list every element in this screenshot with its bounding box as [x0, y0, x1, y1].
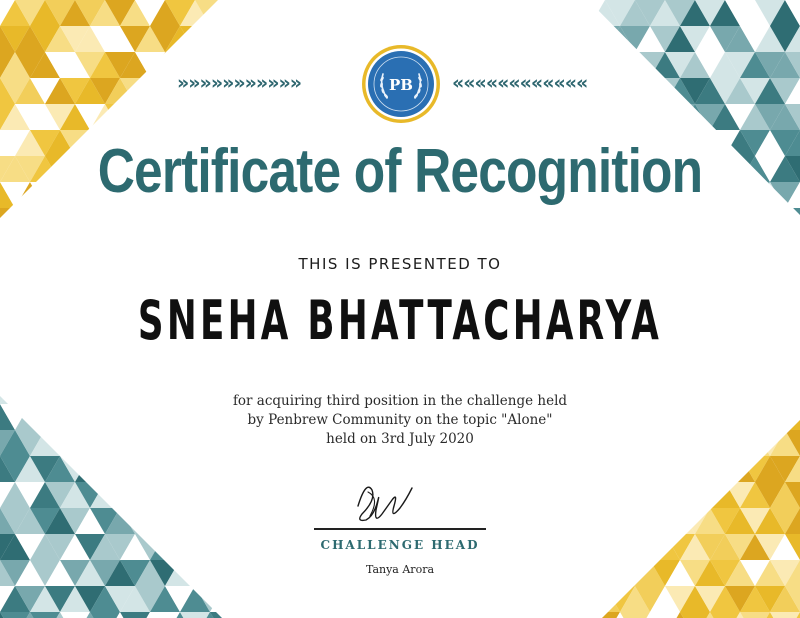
pattern-triangle	[680, 234, 710, 240]
pattern-triangle	[740, 234, 770, 240]
pattern-triangle	[605, 482, 635, 508]
pattern-triangle	[150, 482, 180, 508]
pattern-triangle	[150, 208, 180, 234]
pattern-triangle	[195, 26, 225, 52]
pattern-triangle	[665, 104, 695, 130]
seal-monogram: PB	[389, 76, 413, 94]
pattern-triangle	[195, 234, 225, 240]
pattern-triangle	[560, 26, 590, 52]
description-line-1: for acquiring third position in the challenge held	[232, 393, 568, 409]
pattern-triangle	[560, 586, 575, 612]
pattern-triangle	[605, 78, 635, 104]
pattern-triangle	[575, 234, 605, 240]
pattern-triangle	[620, 456, 650, 482]
pattern-triangle	[120, 612, 150, 618]
signer-name: Tanya Arora	[365, 563, 435, 576]
pattern-triangle	[30, 612, 60, 618]
pattern-triangle	[225, 456, 240, 482]
pattern-triangle	[195, 482, 225, 508]
pattern-triangle	[195, 208, 225, 234]
pattern-triangle	[740, 182, 770, 208]
pattern-triangle	[695, 208, 725, 234]
pattern-triangle	[90, 612, 120, 618]
pattern-triangle	[620, 612, 650, 618]
pattern-triangle	[635, 78, 665, 104]
pattern-triangle	[620, 78, 650, 104]
pattern-triangle	[180, 482, 210, 508]
pattern-triangle	[180, 612, 210, 618]
pattern-triangle	[225, 482, 240, 508]
pattern-triangle	[180, 508, 210, 534]
pattern-triangle	[590, 78, 620, 104]
pattern-triangle	[590, 104, 620, 130]
pattern-triangle	[195, 104, 225, 130]
pattern-triangle	[560, 482, 575, 508]
signature-line	[314, 528, 486, 530]
pattern-triangle	[30, 182, 60, 208]
pattern-triangle	[90, 456, 120, 482]
pattern-triangle	[575, 0, 605, 26]
pattern-triangle	[785, 208, 800, 234]
pattern-triangle	[650, 456, 680, 482]
pattern-triangle	[560, 104, 590, 130]
pattern-triangle	[180, 26, 210, 52]
pattern-triangle	[605, 104, 635, 130]
pattern-triangle	[575, 26, 605, 52]
pattern-triangle	[90, 208, 120, 234]
pattern-triangle	[695, 234, 725, 240]
pattern-triangle	[710, 208, 740, 234]
pattern-triangle	[590, 26, 620, 52]
pattern-triangle	[15, 208, 45, 234]
pattern-triangle	[560, 508, 575, 534]
pattern-triangle	[635, 482, 665, 508]
pattern-triangle	[210, 0, 240, 26]
pattern-triangle	[0, 612, 30, 618]
pattern-triangle	[605, 208, 635, 234]
pattern-triangle	[650, 482, 680, 508]
pattern-triangle	[650, 208, 680, 234]
pattern-triangle	[680, 456, 710, 482]
pattern-triangle	[120, 104, 150, 130]
presented-to-label: THIS IS PRESENTED TO	[298, 255, 502, 273]
description-line-2: by Penbrew Community on the topic "Alone"	[247, 412, 553, 428]
pattern-triangle	[770, 612, 800, 618]
pattern-triangle	[75, 456, 105, 482]
pattern-triangle	[560, 586, 590, 612]
recipient-name: SNEHA BHATTACHARYA	[137, 289, 663, 352]
pattern-triangle	[135, 234, 165, 240]
pattern-triangle	[150, 234, 180, 240]
pattern-triangle	[105, 208, 135, 234]
pattern-triangle	[165, 456, 195, 482]
pattern-triangle	[180, 456, 210, 482]
pattern-triangle	[620, 234, 650, 240]
pattern-triangle	[210, 456, 240, 482]
handwritten-signature	[340, 470, 430, 530]
pattern-triangle	[560, 208, 575, 234]
pattern-triangle	[135, 208, 165, 234]
pattern-triangle	[590, 586, 620, 612]
pattern-triangle	[135, 104, 165, 130]
pattern-triangle	[105, 482, 135, 508]
pattern-triangle	[165, 508, 195, 534]
pattern-triangle	[605, 52, 635, 78]
pattern-triangle	[0, 234, 15, 240]
pattern-triangle	[665, 208, 695, 234]
pattern-triangle	[590, 208, 620, 234]
pattern-triangle	[620, 482, 650, 508]
pattern-triangle	[590, 234, 620, 240]
pattern-triangle	[560, 612, 590, 618]
pattern-triangle	[560, 456, 575, 482]
pattern-triangle	[770, 208, 800, 234]
pattern-triangle	[135, 508, 165, 534]
pattern-triangle	[680, 482, 710, 508]
pattern-triangle	[45, 234, 75, 240]
pattern-triangle	[725, 208, 755, 234]
pattern-triangle	[210, 482, 240, 508]
pattern-triangle	[120, 234, 150, 240]
pattern-triangle	[195, 456, 225, 482]
pattern-triangle	[605, 234, 635, 240]
pattern-triangle	[135, 456, 165, 482]
penbrew-seal-logo	[361, 44, 441, 124]
pattern-triangle	[210, 508, 240, 534]
pattern-triangle	[755, 208, 785, 234]
pattern-triangle	[150, 78, 180, 104]
pattern-triangle	[710, 456, 740, 482]
pattern-triangle	[575, 586, 605, 612]
pattern-triangle	[590, 482, 620, 508]
pattern-triangle	[90, 234, 120, 240]
pattern-triangle	[650, 104, 680, 130]
pattern-triangle	[575, 612, 605, 618]
pattern-triangle	[165, 482, 195, 508]
pattern-triangle	[620, 208, 650, 234]
pattern-triangle	[575, 508, 605, 534]
pattern-triangle	[30, 208, 60, 234]
pattern-triangle	[650, 508, 680, 534]
pattern-triangle	[225, 26, 240, 52]
pattern-triangle	[635, 508, 665, 534]
pattern-triangle	[210, 26, 240, 52]
pattern-triangle	[120, 456, 150, 482]
pattern-triangle	[180, 104, 210, 130]
pattern-triangle	[225, 612, 240, 618]
signature-title: CHALLENGE HEAD	[320, 538, 480, 552]
pattern-triangle	[695, 456, 725, 482]
pattern-triangle	[210, 612, 240, 618]
pattern-triangle	[710, 612, 740, 618]
pattern-triangle	[105, 234, 135, 240]
pattern-triangle	[60, 208, 90, 234]
pattern-triangle	[590, 612, 620, 618]
pattern-triangle	[560, 508, 590, 534]
pattern-triangle	[225, 586, 240, 612]
right-chevrons-decoration: ««««««««««««	[452, 72, 588, 94]
pattern-triangle	[225, 0, 240, 26]
pattern-triangle	[60, 612, 90, 618]
pattern-triangle	[635, 456, 665, 482]
pattern-triangle	[650, 612, 680, 618]
pattern-triangle	[210, 208, 240, 234]
pattern-triangle	[150, 456, 180, 482]
pattern-triangle	[740, 612, 770, 618]
pattern-triangle	[560, 26, 575, 52]
pattern-triangle	[560, 482, 590, 508]
pattern-triangle	[560, 456, 590, 482]
pattern-triangle	[135, 78, 165, 104]
pattern-triangle	[105, 104, 135, 130]
pattern-triangle	[150, 104, 180, 130]
pattern-triangle	[665, 508, 695, 534]
left-chevrons-decoration: »»»»»»»»»»»	[177, 72, 302, 94]
pattern-triangle	[560, 208, 590, 234]
pattern-triangle	[45, 208, 75, 234]
pattern-triangle	[785, 234, 800, 240]
pattern-triangle	[725, 456, 755, 482]
pattern-triangle	[740, 208, 770, 234]
pattern-triangle	[590, 456, 620, 482]
pattern-triangle	[135, 482, 165, 508]
pattern-triangle	[225, 104, 240, 130]
pattern-triangle	[225, 508, 240, 534]
pattern-triangle	[635, 208, 665, 234]
pattern-triangle	[590, 52, 620, 78]
pattern-triangle	[560, 234, 575, 240]
pattern-triangle	[165, 104, 195, 130]
pattern-triangle	[590, 508, 620, 534]
pattern-triangle	[75, 234, 105, 240]
pattern-triangle	[30, 234, 60, 240]
pattern-triangle	[605, 508, 635, 534]
pattern-triangle	[575, 482, 605, 508]
pattern-triangle	[650, 234, 680, 240]
pattern-triangle	[150, 508, 180, 534]
pattern-triangle	[620, 508, 650, 534]
pattern-triangle	[15, 234, 45, 240]
pattern-triangle	[150, 612, 180, 618]
pattern-triangle	[560, 234, 590, 240]
pattern-triangle	[560, 0, 575, 26]
pattern-triangle	[195, 508, 225, 534]
pattern-triangle	[635, 104, 665, 130]
pattern-triangle	[165, 234, 195, 240]
pattern-triangle	[210, 234, 240, 240]
pattern-triangle	[605, 456, 635, 482]
pattern-triangle	[665, 456, 695, 482]
pattern-triangle	[60, 234, 90, 240]
pattern-triangle	[75, 208, 105, 234]
certificate-title: Certificate of Recognition	[97, 137, 703, 206]
pattern-triangle	[210, 104, 240, 130]
pattern-triangle	[710, 234, 740, 240]
pattern-triangle	[560, 0, 590, 26]
pattern-triangle	[770, 234, 800, 240]
pattern-triangle	[180, 234, 210, 240]
pattern-triangle	[225, 208, 240, 234]
pattern-triangle	[635, 234, 665, 240]
pattern-triangle	[165, 208, 195, 234]
pattern-triangle	[680, 208, 710, 234]
pattern-triangle	[665, 234, 695, 240]
pattern-triangle	[105, 456, 135, 482]
pattern-triangle	[620, 104, 650, 130]
pattern-triangle	[665, 482, 695, 508]
pattern-triangle	[575, 208, 605, 234]
pattern-triangle	[210, 586, 240, 612]
pattern-triangle	[755, 234, 785, 240]
pattern-triangle	[120, 208, 150, 234]
pattern-triangle	[575, 456, 605, 482]
pattern-triangle	[0, 234, 30, 240]
pattern-triangle	[560, 104, 575, 130]
description-line-3: held on 3rd July 2020	[326, 431, 474, 447]
pattern-triangle	[560, 612, 575, 618]
pattern-triangle	[180, 208, 210, 234]
pattern-triangle	[650, 78, 680, 104]
pattern-triangle	[680, 612, 710, 618]
pattern-triangle	[725, 234, 755, 240]
pattern-triangle	[120, 482, 150, 508]
pattern-triangle	[575, 104, 605, 130]
pattern-triangle	[0, 208, 15, 234]
pattern-triangle	[225, 234, 240, 240]
